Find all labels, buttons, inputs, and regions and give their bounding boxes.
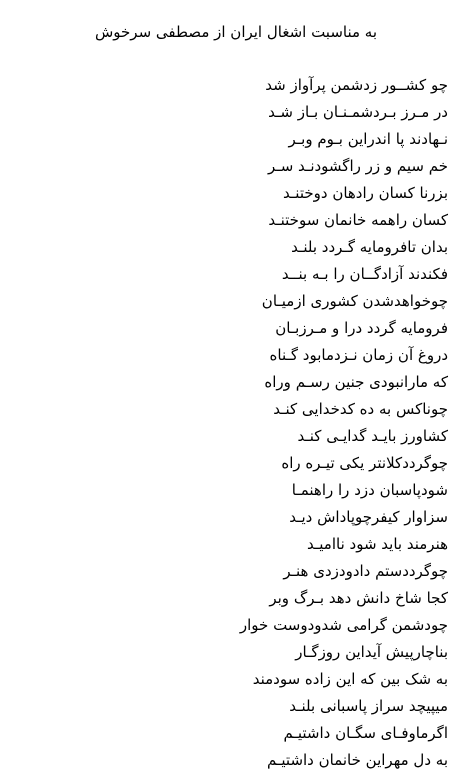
verse-line: بزرنا کسان رادهان دوختنـد [283, 184, 448, 202]
verse-line: بدان تافرومایه گـردد بلنـد [291, 238, 448, 256]
verse-line: به دل مهراین خانمان داشتیـم [267, 751, 448, 769]
verse-line: در مـرز بـردشمـنـان بـاز شـد [268, 103, 448, 121]
verse-line: اگرماوفـای سگـان داشتیـم [283, 724, 448, 742]
verse-line: چوناکس به ده کدخدایی کنـد [273, 400, 448, 418]
verse-line: به شک بین که این زاده سودمند [252, 670, 448, 688]
verse-line: چو کشــور زدشمن پرآواز شد [265, 76, 448, 94]
verse-line: سزاوار کیفرچوپاداش دیـد [289, 508, 448, 526]
verse-line: کشاورز بایـد گدایـی کنـد [297, 427, 448, 445]
verse-line: چوخواهدشدن کشوری ازمیـان [261, 292, 448, 310]
verse-line: خم سیم و زر راگشودنـد سـر [268, 157, 448, 175]
verse-line: چودشمن گرامی شدودوست خوار [239, 616, 448, 634]
poem-body [20, 72, 452, 774]
verse-line: بناچارپیش آیداین روزگـار [295, 643, 448, 661]
page-title: به مناسبت اشغال ایران از مصطفی سرخوش [94, 23, 378, 41]
verse-line: دروغ آن زمان نـزدمابود گـناه [269, 346, 448, 364]
verse-line: کجا شاخ دانش دهد بـرگ وبر [269, 589, 448, 607]
verse-line: شودپاسبان دزد را راهنمـا [291, 481, 448, 499]
verse-line: نـهادند پا اندراین بـوم وبـر [288, 130, 448, 148]
verse-line: میپیچد سراز پاسبانی بلنـد [289, 697, 448, 715]
verse-line: فکندند آزادگــان را بـه بنــد [281, 265, 448, 283]
verse-line: چوگرددستم دادودزدی هنـر [283, 562, 448, 580]
verse-line: هنرمند باید شود ناامیـد [307, 535, 448, 553]
verse-line: که مارانبودی جنین رسـم وراه [264, 373, 448, 391]
verse-line: کسان راهمه خانمان سوختنـد [268, 211, 448, 229]
verse-line: فرومایه گردد درا و مـرزبـان [275, 319, 448, 337]
verse-line: چوگرددکلانتر یکی تیـره راه [281, 454, 448, 472]
